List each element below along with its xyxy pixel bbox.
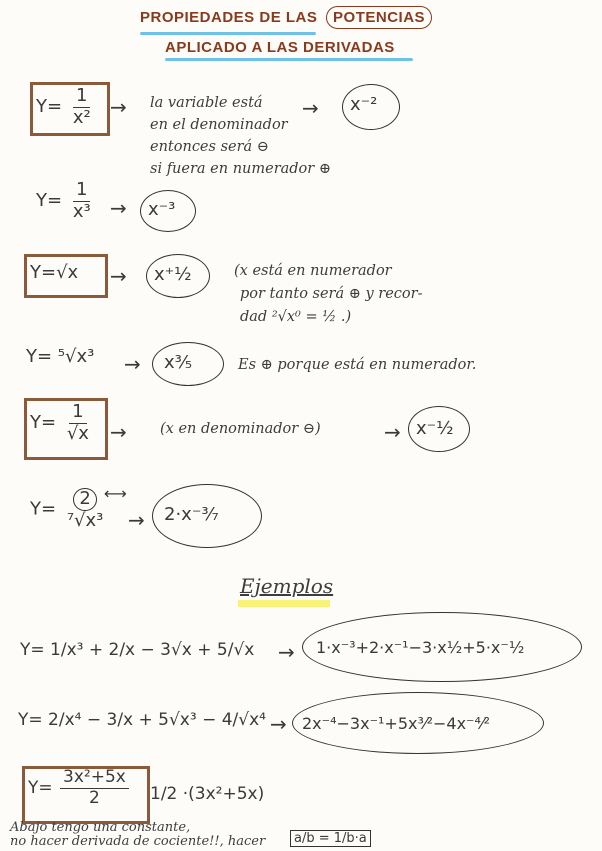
footer-line-1: Abajo tengo una constante, [10, 820, 191, 835]
example3-fraction [60, 768, 129, 808]
title-line-2: APLICADO A LAS DERIVADAS [165, 39, 395, 56]
rule6-fraction [64, 488, 107, 531]
example1-rhs: 1·x⁻³+2·x⁻¹−3·x½+5·x⁻½ [316, 638, 525, 657]
rule6-den: ⁷√x³ [66, 509, 104, 531]
rule1-result: x⁻² [350, 94, 378, 115]
title-underline-1 [140, 32, 316, 35]
rule1-note-b: en el denominador [150, 117, 288, 133]
examples-highlight [238, 600, 330, 607]
rule4-note: Es ⊕ porque está en numerador. [238, 357, 477, 373]
rule2-den: x³ [72, 200, 91, 222]
rule3-note-a: (x está en numerador [234, 263, 392, 279]
rule4-arrow-icon: → [124, 352, 141, 376]
rule5-arrow-icon-2: → [384, 420, 401, 444]
rule1-fraction [70, 86, 94, 128]
rule5-den: √x [66, 422, 89, 444]
example3-rhs: 1/2 ·(3x²+5x) [150, 784, 265, 804]
rule3-note-b: por tanto será ⊕ y recor- [240, 286, 423, 302]
example3-lhs [28, 768, 131, 808]
example2-arrow-icon: → [270, 712, 287, 736]
rule2-num: 1 [73, 180, 90, 202]
examples-heading: Ejemplos [240, 574, 334, 598]
rule3-arrow-icon: → [110, 264, 127, 288]
rule5-result: x⁻½ [416, 418, 454, 439]
rule2-result: x⁻³ [148, 199, 176, 220]
rule5-expression [30, 402, 94, 444]
rule2-expression [36, 180, 96, 222]
rule1-note-a: la variable está [150, 95, 263, 111]
rule2-arrow-icon: → [110, 196, 127, 220]
example2-rhs: 2x⁻⁴−3x⁻¹+5x³⁄²−4x⁻⁴⁄² [302, 714, 490, 733]
rule4-result: x³⁄₅ [164, 352, 193, 373]
footer-fraction: a/b = 1/b·a [290, 830, 371, 847]
rule4-expression: Y= ⁵√x³ [26, 346, 95, 367]
rule6-result: 2·x⁻³⁄₇ [164, 504, 219, 525]
rule5-arrow-icon: → [110, 420, 127, 444]
rule3-expression: Y=√x [30, 262, 79, 283]
rule2-y: Y= [36, 190, 63, 212]
title-underline-2 [165, 58, 413, 61]
example1-arrow-icon: → [278, 640, 295, 664]
title-line-1 [140, 9, 432, 26]
example3-num: 3x²+5x [60, 768, 129, 789]
rule1-note-c: entonces será ⊖ [150, 139, 269, 155]
example3-den: 2 [89, 787, 100, 808]
rule6-expression [30, 488, 108, 531]
rule5-y: Y= [30, 412, 57, 434]
rule1-expression [36, 86, 96, 128]
rule2-fraction [70, 180, 94, 222]
rule1-arrow-icon-2: → [302, 96, 319, 120]
rule6-arrow-icon: → [128, 508, 145, 532]
rule5-note: (x en denominador ⊖) [160, 421, 321, 437]
rule3-result: x⁺½ [154, 264, 192, 285]
rule6-y: Y= [30, 498, 57, 520]
example2-lhs: Y= 2/x⁴ − 3/x + 5√x³ − 4/√x⁴ [18, 710, 266, 730]
rule1-arrow-icon: → [110, 95, 127, 119]
example1-lhs: Y= 1/x³ + 2/x − 3√x + 5/√x [20, 640, 255, 660]
example3-y: Y= [28, 778, 53, 799]
title-text-a: PROPIEDADES DE LAS [140, 9, 318, 26]
rule3-note-c: dad ²√x⁰ = ½ .) [240, 309, 352, 325]
rule1-den: x² [72, 106, 91, 128]
rule5-num: 1 [69, 402, 86, 424]
rule1-num: 1 [73, 86, 90, 108]
rule5-fraction [64, 402, 92, 444]
rule6-double-arrow-icon: ⟷ [104, 484, 127, 503]
rule1-note-d: si fuera en numerador ⊕ [150, 161, 331, 177]
rule6-num: 2 [73, 488, 96, 511]
footer-line-2: no hacer derivada de cociente!!, hacer [10, 834, 266, 849]
rule1-y: Y= [36, 96, 63, 118]
title-circled-word: POTENCIAS [326, 6, 432, 29]
